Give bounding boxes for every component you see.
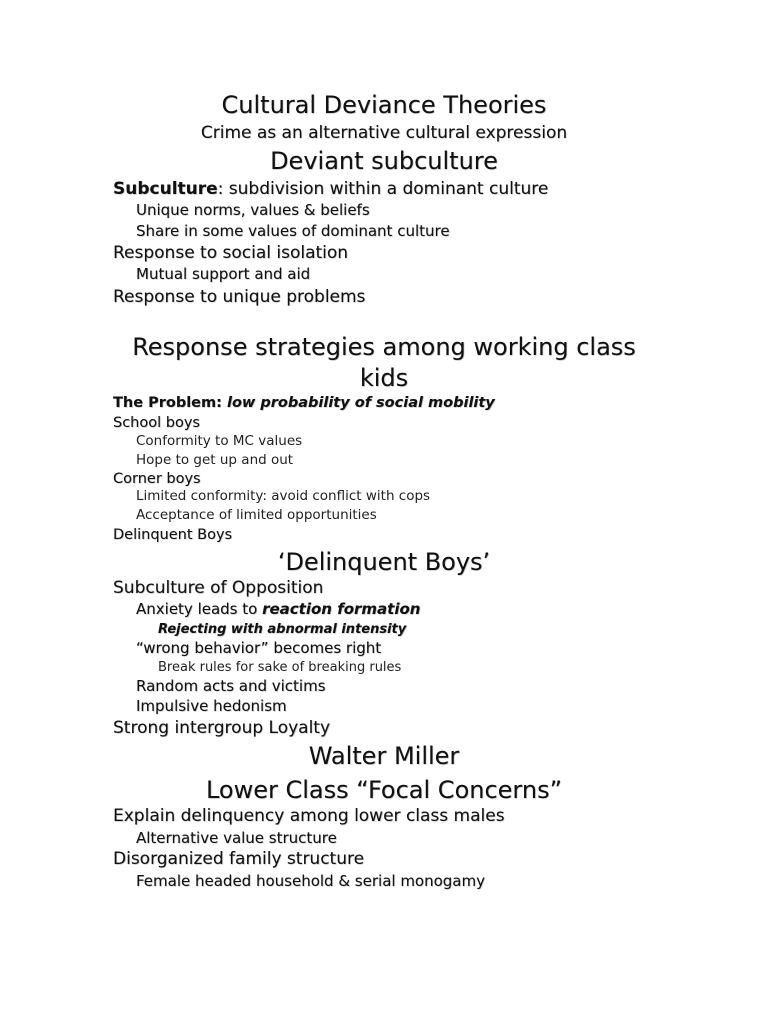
anxiety-term: reaction formation (262, 600, 421, 618)
item-delinquent-boys: Delinquent Boys (113, 527, 233, 543)
item-disorganized-family: Disorganized family structure (113, 849, 365, 869)
bullet-rejecting: Rejecting with abnormal intensity (158, 622, 407, 637)
bullet-wrong-behavior: “wrong behavior” becomes right (136, 639, 382, 657)
subculture-definition (113, 181, 548, 198)
item-school-boys: School boys (113, 415, 200, 431)
bullet-unique-problems: Response to unique problems (113, 287, 366, 307)
heading-focal-concerns: Lower Class “Focal Concerns” (205, 776, 563, 804)
bullet-limited-conformity: Limited conformity: avoid conflict with cops (136, 488, 431, 504)
bullet-social-isolation: Response to social isolation (113, 243, 349, 263)
bullet-conformity: Conformity to MC values (136, 433, 303, 449)
bullet-female-headed: Female headed household & serial monogamy (136, 872, 485, 890)
bullet-mutual-support: Mutual support and aid (136, 265, 311, 283)
bullet-random-acts: Random acts and victims (136, 677, 326, 695)
bullet-anxiety (136, 602, 420, 617)
heading-walter-miller: Walter Miller (308, 742, 460, 770)
problem-statement (113, 396, 495, 411)
heading-delinquent-boys: ‘Delinquent Boys’ (277, 548, 491, 576)
heading-response-strategies-line2: kids (359, 364, 409, 392)
bullet-impulsive: Impulsive hedonism (136, 697, 287, 715)
item-explain-delinquency: Explain delinquency among lower class males (113, 806, 505, 826)
bullet-alternative-value: Alternative value structure (136, 829, 337, 847)
bullet-unique-norms: Unique norms, values & beliefs (136, 201, 370, 219)
anxiety-prefix: Anxiety leads to (136, 600, 263, 618)
bullet-hope: Hope to get up and out (136, 452, 294, 468)
heading-response-strategies-line1: Response strategies among working class (132, 333, 636, 361)
bullet-share-values: Share in some values of dominant culture (136, 222, 450, 240)
heading-deviant-subculture: Deviant subculture (270, 147, 498, 175)
bullet-break-rules: Break rules for sake of breaking rules (158, 660, 402, 675)
bullet-acceptance: Acceptance of limited opportunities (136, 507, 377, 523)
page-title: Cultural Deviance Theories (221, 91, 547, 119)
page-subtitle: Crime as an alternative cultural expression (200, 123, 568, 143)
subculture-term: Subculture (113, 179, 218, 199)
problem-text: low probability of social mobility (221, 395, 495, 411)
item-subculture-opposition: Subculture of Opposition (113, 578, 324, 598)
item-intergroup-loyalty: Strong intergroup Loyalty (113, 718, 331, 738)
problem-label: The Problem: (113, 395, 222, 411)
subculture-def-text: : subdivision within a dominant culture (217, 179, 549, 199)
item-corner-boys: Corner boys (113, 471, 201, 487)
